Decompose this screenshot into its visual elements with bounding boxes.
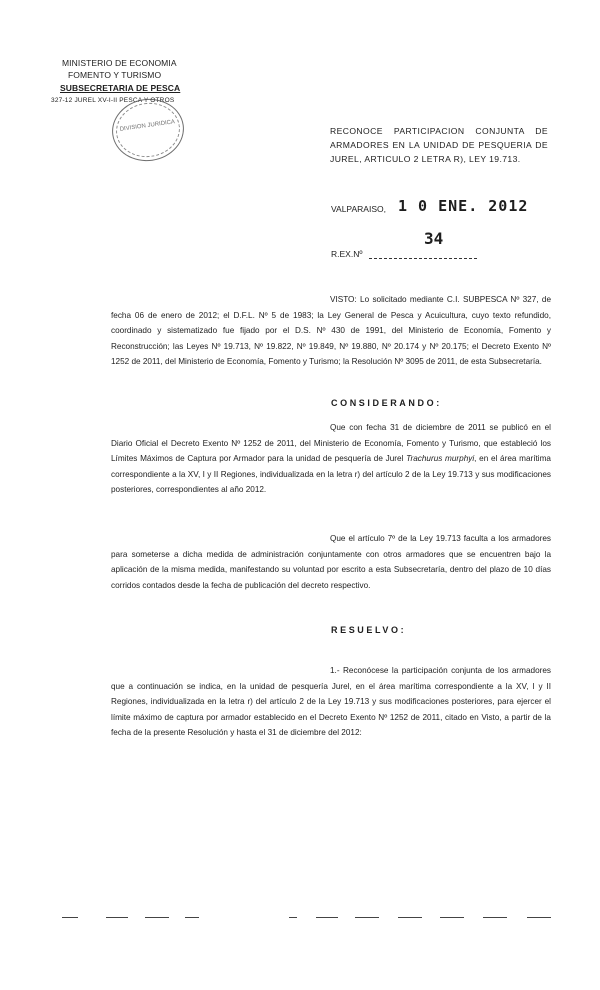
resolution-date: 1 0 ENE. 2012: [398, 197, 529, 215]
considerando-paragraph-1: [111, 420, 551, 498]
visto-paragraph: VISTO: Lo solicitado mediante C.I. SUBPESCA Nº 327, de fecha 06 de enero de 2012; el D.F.L. Nº 5 de 1983; la Ley General de Pesca y Acuicultura, cuyo texto refundido, coordinado y sistematizado fue fijado por el D.S. Nº 430 de 1991, del Ministerio de Economía, Fomento y Reconstrucción; las Leyes Nº 19.713, Nº 19.822, Nº 19.849, Nº 19.880, Nº 20.174 y Nº 20.175; el Decreto Exento Nº 1252 de 2011, del Ministerio de Economía, Fomento y Turismo; la Resolución Nº 3095 de 2011, de esta Subsecretaría.: [111, 295, 551, 366]
considerando-heading: CONSIDERANDO:: [331, 398, 442, 408]
resolution-label: R.EX.Nº: [331, 249, 363, 259]
resolution-number-line: [369, 258, 477, 259]
species-name: Trachurus murphyi: [406, 454, 475, 463]
considerando-1-text-b: , en el área marítima correspondiente a la XV, I y II Regiones, individualizada en la letra r) del artículo 2 de la Ley 19.713 y sus modificaciones posteriores, correspondientes al año 2012.: [111, 454, 551, 494]
resuelvo-paragraph-1: 1.- Reconócese la participación conjunta de los armadores que a continuación se indica, en la unidad de pesquería Jurel, en el área marítima correspondiente a la XV, I y II Regiones, individualizada en la letra r) del artículo 2 de la Ley 19.713 y sus modificaciones posteriores, para ejercer el límite máximo de captura por armador establecido en el Decreto Exento Nº 1252 de 2011, citado en Visto, a partir de la fecha de la presente Resolución y hasta el 31 de diciembre del 2012:: [111, 666, 551, 737]
subsecretaria-name: SUBSECRETARIA DE PESCA: [60, 83, 181, 93]
stamp-text: DIVISION JURIDICA: [119, 119, 176, 133]
footer-dash: [185, 917, 199, 918]
ministry-name: MINISTERIO DE ECONOMIA: [62, 58, 177, 68]
ministry-subtitle: FOMENTO Y TURISMO: [68, 70, 162, 80]
footer-dash: [106, 917, 128, 918]
resolution-number: 34: [424, 229, 444, 248]
footer-dash: [289, 917, 297, 918]
division-juridica-stamp: [108, 94, 188, 165]
place-label: VALPARAISO,: [331, 204, 386, 214]
footer-dash: [316, 917, 338, 918]
footer-dash: [398, 917, 422, 918]
considerando-paragraph-2: Que el artículo 7º de la Ley 19.713 faculta a los armadores para someterse a dicha medida de administración conjuntamente con otros armadores que se encuentren bajo la aplicación de la misma medida, manifestando su voluntad por escrito a esta Subsecretaría, dentro del plazo de 10 días corridos contados desde la fecha de publicación del decreto respectivo.: [111, 534, 551, 590]
resuelvo-heading: RESUELVO:: [331, 625, 407, 635]
footer-dash: [145, 917, 169, 918]
footer-dash: [440, 917, 464, 918]
footer-dash: [355, 917, 379, 918]
reference-code: 327-12 JUREL XV-I-II PESCA Y OTROS: [51, 97, 175, 104]
footer-dash: [527, 917, 551, 918]
footer-dash: [483, 917, 507, 918]
footer-dash: [62, 917, 78, 918]
considerando-1-text-a: Que con fecha 31 de diciembre de 2011 se publicó en el Diario Oficial el Decreto Exento Nº 1252 de 2011, del Ministerio de Economía, Fomento y Turismo, que estableció los Límites Máximos de Captura por Armador para la unidad de pesquería de Jurel: [111, 423, 551, 463]
resolution-title: RECONOCE PARTICIPACION CONJUNTA DE ARMADORES EN LA UNIDAD DE PESQUERIA DE JUREL, ARTICULO 2 LETRA R), LEY 19.713.: [330, 126, 548, 164]
